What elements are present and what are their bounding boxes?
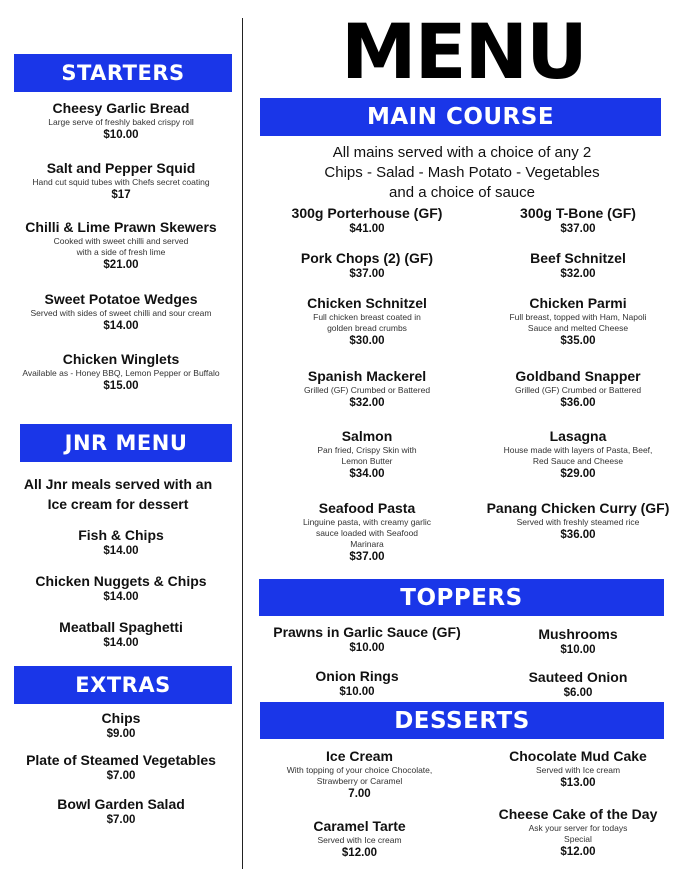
item-price: $36.00 <box>560 397 596 409</box>
item-description: House made with layers of Pasta, Beef, Red Sauce and Cheese <box>503 445 653 466</box>
item-price: $13.00 <box>560 777 596 789</box>
item-name: Chicken Parmi <box>529 295 627 311</box>
item-name: Ice Cream <box>326 748 393 764</box>
main-item <box>483 368 673 411</box>
item-price: $37.00 <box>560 223 596 235</box>
item-name: Chicken Schnitzel <box>307 295 427 311</box>
item-price: $14.00 <box>103 545 139 557</box>
item-description: Grilled (GF) Crumbed or Battered <box>303 385 431 395</box>
main-item <box>272 250 462 282</box>
jnr-note: All Jnr meals served with an Ice cream for dessert <box>23 476 213 512</box>
item-description: Grilled (GF) Crumbed or Battered <box>514 385 642 395</box>
item-price: $10.00 <box>349 642 385 654</box>
item-price: $37.00 <box>349 268 385 280</box>
main-item <box>478 500 678 543</box>
item-description: Full breast, topped with Ham, Napoli Sauce and melted Cheese <box>509 312 647 333</box>
item-name: Spanish Mackerel <box>307 368 427 384</box>
item-description: Pan fried, Crispy Skin with Lemon Butter <box>317 445 417 466</box>
item-name: Sweet Potatoe Wedges <box>44 291 198 307</box>
item-name: Plate of Steamed Vegetables <box>26 752 216 768</box>
item-price: $9.00 <box>106 728 136 740</box>
dessert-item <box>272 818 447 861</box>
item-name: Chocolate Mud Cake <box>509 748 647 764</box>
desserts-banner: DESSERTS <box>260 702 664 739</box>
starter-item <box>0 291 242 334</box>
toppers-banner: TOPPERS <box>259 579 664 616</box>
starter-item <box>0 100 242 143</box>
item-price: $10.00 <box>560 644 596 656</box>
item-name: Chips <box>101 710 141 726</box>
item-price: $12.00 <box>341 847 378 859</box>
menu-title: MENU <box>341 7 586 96</box>
starter-item <box>0 160 242 203</box>
item-description: With topping of your choice Chocolate, Strawberry or Caramel <box>286 765 433 786</box>
item-name: 300g Porterhouse (GF) <box>291 205 443 221</box>
item-price: $41.00 <box>349 223 385 235</box>
item-description: Large serve of freshly baked crispy roll <box>48 117 194 127</box>
main-item <box>302 295 432 349</box>
item-description: Served with Ice cream <box>317 835 402 845</box>
main-item <box>272 205 462 237</box>
item-name: Salmon <box>341 428 393 444</box>
item-price: $21.00 <box>103 259 139 271</box>
mains-note-line: All mains served with a choice of any 2 <box>332 144 592 161</box>
dessert-item <box>272 748 447 802</box>
topper-item <box>483 626 673 658</box>
main-item <box>503 295 653 349</box>
main-course-banner: MAIN COURSE <box>260 98 661 136</box>
main-item <box>483 205 673 237</box>
item-price: $30.00 <box>349 335 385 347</box>
item-price: $35.00 <box>560 335 596 347</box>
topper-item <box>262 668 452 700</box>
item-description: Served with freshly steamed rice <box>516 517 640 527</box>
item-price: $34.00 <box>349 468 385 480</box>
item-name: Bowl Garden Salad <box>57 796 185 812</box>
item-name: Cheesy Garlic Bread <box>52 100 190 116</box>
item-price: 7.00 <box>348 788 371 800</box>
item-price: $7.00 <box>106 814 136 826</box>
topper-item <box>262 624 472 656</box>
starter-item <box>15 219 227 273</box>
item-name: 300g T-Bone (GF) <box>520 205 636 221</box>
item-name: Mushrooms <box>538 626 618 642</box>
item-price: $12.00 <box>560 846 596 858</box>
item-description: Available as - Honey BBQ, Lemon Pepper or Buffalo <box>22 368 220 378</box>
item-price: $7.00 <box>106 770 136 782</box>
topper-item <box>483 669 673 701</box>
item-name: Meatball Spaghetti <box>59 619 183 635</box>
item-price: $15.00 <box>103 380 139 392</box>
extras-banner: EXTRAS <box>14 666 232 704</box>
item-name: Caramel Tarte <box>313 818 406 834</box>
item-price: $29.00 <box>560 468 596 480</box>
main-item <box>503 428 653 482</box>
item-name: Pork Chops (2) (GF) <box>300 250 434 266</box>
item-name: Goldband Snapper <box>515 368 641 384</box>
dessert-item <box>483 748 673 791</box>
dessert-item <box>483 806 673 860</box>
item-name: Fish & Chips <box>78 527 164 543</box>
item-price: $10.00 <box>103 129 139 141</box>
item-price: $17 <box>111 189 131 201</box>
mains-note-line: Chips - Salad - Mash Potato - Vegetables <box>324 164 600 181</box>
mains-note <box>262 143 662 203</box>
item-description: Full chicken breast coated in golden bread crumbs <box>313 312 421 333</box>
item-description: Linguine pasta, with creamy garlic sauce loaded with Seafood Marinara <box>302 517 432 549</box>
main-item <box>302 500 432 565</box>
main-item <box>317 428 417 482</box>
item-name: Panang Chicken Curry (GF) <box>486 500 670 516</box>
jnr-item <box>0 573 242 605</box>
item-name: Seafood Pasta <box>318 500 416 516</box>
item-name: Salt and Pepper Squid <box>46 160 196 176</box>
item-name: Chilli & Lime Prawn Skewers <box>25 219 217 235</box>
jnr-menu-banner: JNR MENU <box>20 424 232 462</box>
item-price: $32.00 <box>560 268 596 280</box>
item-price: $14.00 <box>103 591 139 603</box>
item-description: Ask your server for todays Special <box>528 823 628 844</box>
item-description: Hand cut squid tubes with Chefs secret coating <box>32 177 210 187</box>
item-name: Lasagna <box>549 428 607 444</box>
extra-item <box>0 796 242 828</box>
item-price: $6.00 <box>563 687 593 699</box>
item-name: Onion Rings <box>315 668 399 684</box>
item-description: Cooked with sweet chilli and served with a side of fresh lime <box>53 236 189 257</box>
item-name: Beef Schnitzel <box>530 250 626 266</box>
item-name: Chicken Winglets <box>62 351 180 367</box>
column-divider <box>242 18 243 869</box>
item-price: $14.00 <box>103 320 139 332</box>
jnr-item <box>0 527 242 559</box>
item-price: $14.00 <box>103 637 139 649</box>
item-name: Prawns in Garlic Sauce (GF) <box>273 624 461 640</box>
extra-item <box>0 710 242 742</box>
item-name: Chicken Nuggets & Chips <box>35 573 207 589</box>
main-item <box>483 250 673 282</box>
extra-item <box>0 752 242 784</box>
item-price: $36.00 <box>560 529 596 541</box>
item-description: Served with sides of sweet chilli and sour cream <box>30 308 212 318</box>
item-price: $32.00 <box>349 397 385 409</box>
item-description: Served with Ice cream <box>535 765 621 775</box>
mains-note-line: and a choice of sauce <box>389 184 535 201</box>
item-name: Sauteed Onion <box>528 669 628 685</box>
item-name: Cheese Cake of the Day <box>498 806 658 822</box>
starters-banner: STARTERS <box>14 54 232 92</box>
jnr-item <box>0 619 242 651</box>
starter-item <box>0 351 242 394</box>
main-item <box>272 368 462 411</box>
item-price: $10.00 <box>339 686 375 698</box>
item-price: $37.00 <box>349 551 385 563</box>
